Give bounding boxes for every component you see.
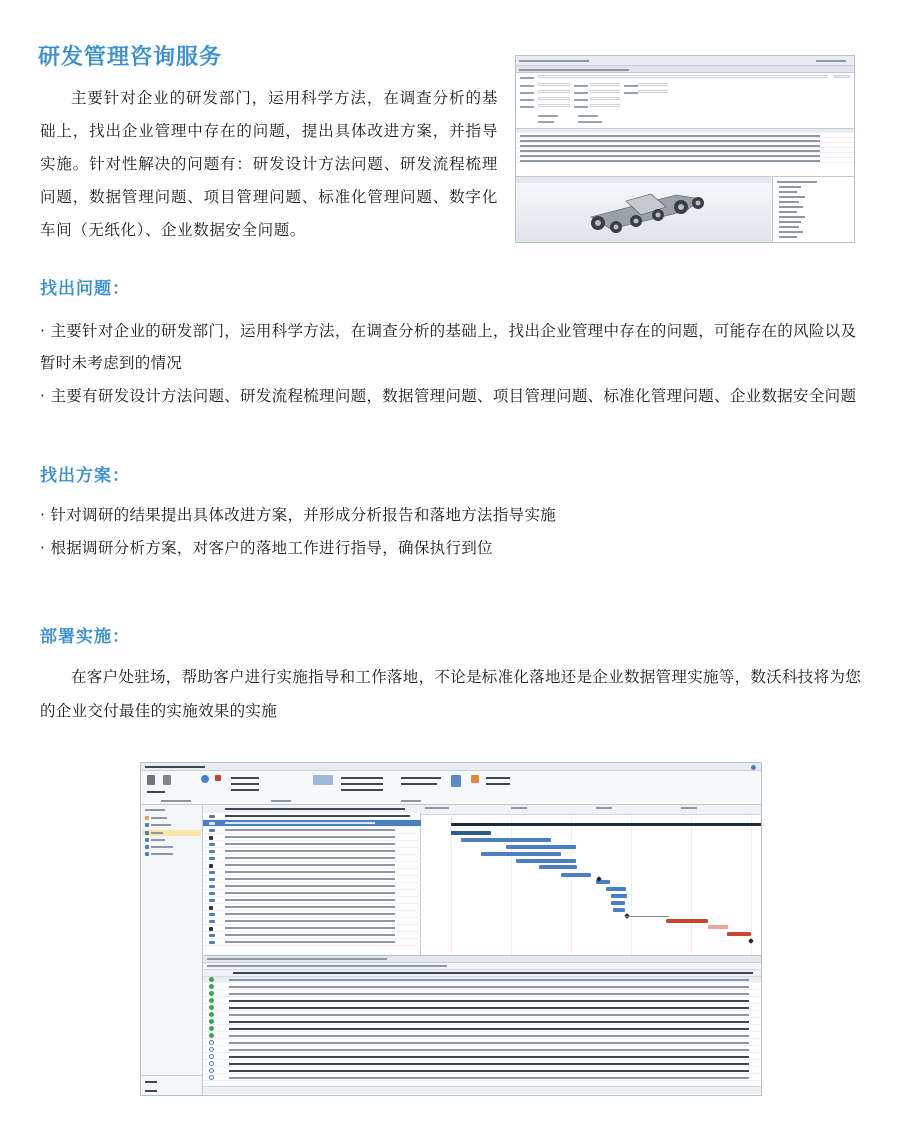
problem-bullet-2: · 主要有研发设计方法问题、研发流程梳理问题，数据管理问题、项目管理问题、标准化管理问题、企业数据安全问题: [40, 387, 857, 405]
section-title-find-solutions: 找出方案：: [40, 466, 130, 486]
gantt-bar: [561, 873, 591, 877]
intro-paragraph: 主要针对企业的研发部门，运用科学方法，在调查分析的基础上，找出企业管理中存在的问题，提出具体改进方案，并指导实施。针对性解决的问题有：研发设计方法问题、研发流程梳理问题，数据管理问题、项目管理问题、标准化管理问题、数字化车间（无纸化）、企业数据安全问题。: [40, 89, 498, 239]
section-title-rd-consulting: 研发管理咨询服务: [38, 45, 223, 70]
deployment-paragraph: 在客户处驻场，帮助客户进行实施指导和工作落地，不论是标准化落地还是企业数据管理实施等，数沃科技将为您的企业交付最佳的实施效果的实施: [40, 668, 862, 720]
gantt-summary-bar: [451, 823, 762, 826]
screenshot-tabs: [516, 66, 855, 73]
model-tree-panel: [772, 176, 855, 243]
solution-bullet-1: · 针对调研的结果提出具体改进方案，并形成分析报告和落地方法指导实施: [40, 506, 557, 524]
gantt-bar: [539, 865, 577, 869]
gantt-bar: [461, 838, 551, 842]
solution-bullet-2: · 根据调研分析方案，对客户的落地工作进行指导，确保执行到位: [40, 539, 493, 557]
screenshot-toolbar: [516, 56, 855, 66]
gantt-software-screenshot: [140, 762, 762, 1096]
3d-model-viewport: [516, 176, 771, 243]
gantt-bar: [611, 894, 627, 898]
gantt-bar: [613, 908, 625, 912]
gantt-bar: [481, 852, 561, 856]
screenshot-data-grid: [516, 128, 855, 168]
screenshot-ribbon: [141, 771, 762, 805]
section-title-find-problems: 找出问题：: [40, 279, 130, 299]
gantt-bar: [516, 859, 576, 863]
section-title-deployment: 部署实施：: [40, 627, 130, 647]
mechanical-assembly-icon: [516, 177, 771, 243]
gantt-bar: [451, 831, 491, 835]
gantt-critical-bar: [727, 932, 751, 936]
gantt-task-list: [203, 805, 421, 955]
gantt-chart-area: [421, 805, 762, 955]
gantt-bar: [506, 845, 576, 849]
gantt-critical-bar: [708, 925, 728, 929]
gantt-bar: [606, 887, 626, 891]
gantt-critical-bar: [666, 919, 708, 923]
screenshot-menu-bar: [141, 763, 762, 771]
screenshot-sidebar: [141, 805, 203, 1096]
task-detail-grid: [203, 955, 762, 1096]
problem-bullet-1: · 主要针对企业的研发部门，运用科学方法，在调查分析的基础上，找出企业管理中存在的问题，可能存在的风险以及暂时未考虑到的情况: [40, 322, 857, 372]
gantt-bar: [611, 901, 625, 905]
cad-software-screenshot: [515, 55, 855, 243]
